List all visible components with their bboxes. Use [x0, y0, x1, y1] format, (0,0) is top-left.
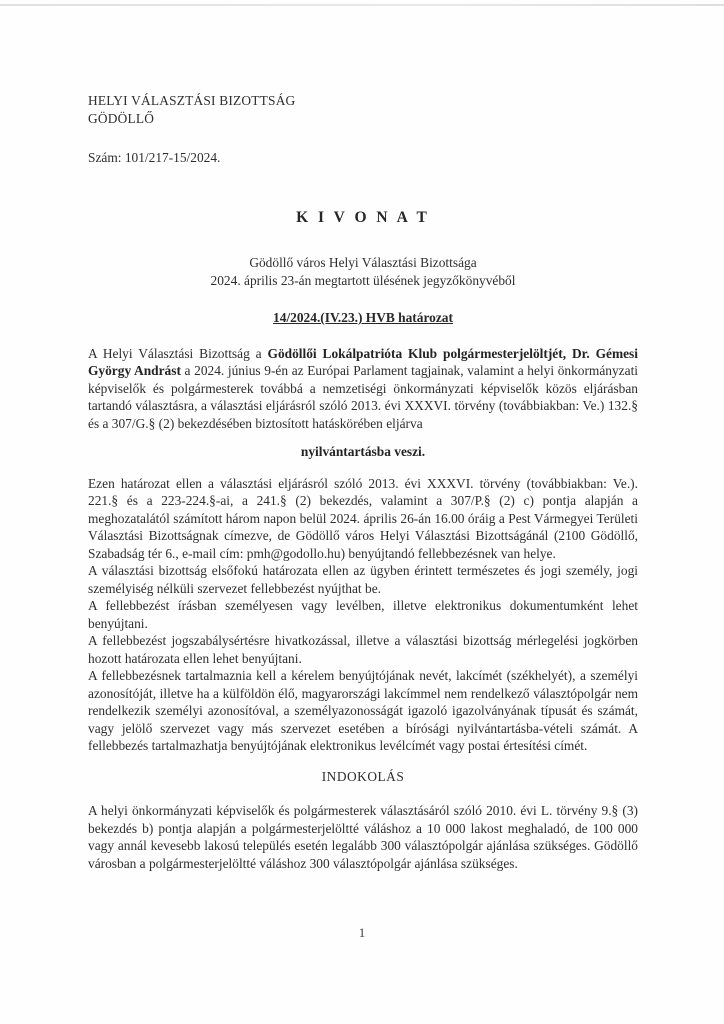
decision-text-prefix: A Helyi Választási Bizottság a [88, 345, 268, 361]
subtitle-line1: Gödöllő város Helyi Választási Bizottsága [249, 255, 477, 270]
decision-paragraph [88, 345, 638, 433]
org-name-line1: HELYI VÁLASZTÁSI BIZOTTSÁG [88, 93, 296, 108]
appeal-instructions [88, 475, 638, 755]
reference-number: Szám: 101/217-15/2024. [88, 150, 221, 165]
appeal-paragraph-3: A fellebbezést írásban személyesen vagy levélben, illetve elektronikus dokumentumként lehet benyújtani. [88, 598, 638, 631]
appeal-paragraph-5: A fellebbezésnek tartalmaznia kell a kérelem benyújtójának nevét, lakcímét (székhelyét), a személyi azonosítóját, illetve ha a külföldön élő, magyarországi lakcímmel nem rendelkező választópolgár nem rendelkezik személyi azonosítóval, a személyazonosságát igazoló igazolványának típusát és számát, vagy jelölő szervezet vagy más szervezet esetében a bírósági nyilvántartásba-vételi számát. A fellebbezés tartalmazhatja benyújtójának elektronikus levélcímét vagy postai értesítési címét. [88, 668, 638, 753]
decision-text-suffix: a 2024. június 9-én az Európai Parlament tagjainak, valamint a helyi önkormányzati képviselők és polgármesterek továbbá a nemzetiségi önkormányzati képviselők közös eljárásban tartandó választásra, a választási eljárásról szóló 2013. évi XXXVI. törvény (továbbiakban: Ve.) 132.§ és a 307/G.§ (2) bekezdésében biztosított hatáskörében eljárva [88, 363, 639, 431]
document-subtitle [88, 254, 638, 289]
appeal-paragraph-4: A fellebbezést jogszabálysértésre hivatkozással, illetve a választási bizottság mérlegelési jogkörben hozott határozata ellen lehet benyújtani. [88, 633, 638, 666]
candidate-name-bold: Gödöllői Lokálpatrióta Klub polgármesterjelöltjét, Dr. Gémesi György Andrást [88, 345, 638, 378]
decision-heading: 14/2024.(IV.23.) HVB határozat [273, 310, 453, 325]
reasoning-paragraph: A helyi önkormányzati képviselők és polgármesterek választásáról szóló 2010. évi L. törvény 9.§ (3) bekezdés b) pontja alapján a polgármesterjelöltté váláshoz a 10 000 lakost meghaladó, de 100 000 vagy annál kevesebb lakosú település esetén legalább 300 választópolgár ajánlása szükséges. Gödöllő városban a polgármesterjelöltté váláshoz 300 választópolgár ajánlása szükséges. [88, 803, 638, 871]
verdict-line: nyilvántartásba veszi. [300, 444, 426, 459]
appeal-paragraph-1: Ezen határozat ellen a választási eljárásról szóló 2013. évi XXXVI. törvény (továbbiakban: Ve.). 221.§ és a 223-224.§-ai, a 241.§ (2) bekezdés, valamint a 307/P.§ (2) c) pontja alapján a meghozatalától számított három napon belül 2024. április 26-án 16.00 óráig a Pest Vármegyei Területi Választási Bizottságnak címezve, de Gödöllő város Helyi Választási Bizottságánál (2100 Gödöllő, Szabadság tér 6., e-mail cím: pmh@godollo.hu) benyújtandó fellebbezésnek van helye. [88, 475, 638, 561]
org-name-line2: GÖDÖLLŐ [88, 110, 155, 126]
letterhead [88, 92, 638, 127]
subtitle-line2: 2024. április 23-án megtartott ülésének jegyzőkönyvéből [210, 272, 516, 288]
scan-artifact-line [0, 4, 724, 6]
document-title: K I V O N A T [296, 208, 430, 226]
page-number: 1 [358, 925, 366, 940]
appeal-paragraph-2: A választási bizottság elsőfokú határozata ellen az ügyben érintett természetes és jogi személy, jogi személyiség nélküli szervezet fellebbezést nyújthat be. [88, 563, 638, 596]
document-content [88, 92, 638, 872]
section-heading-indokolas: INDOKOLÁS [321, 768, 405, 784]
